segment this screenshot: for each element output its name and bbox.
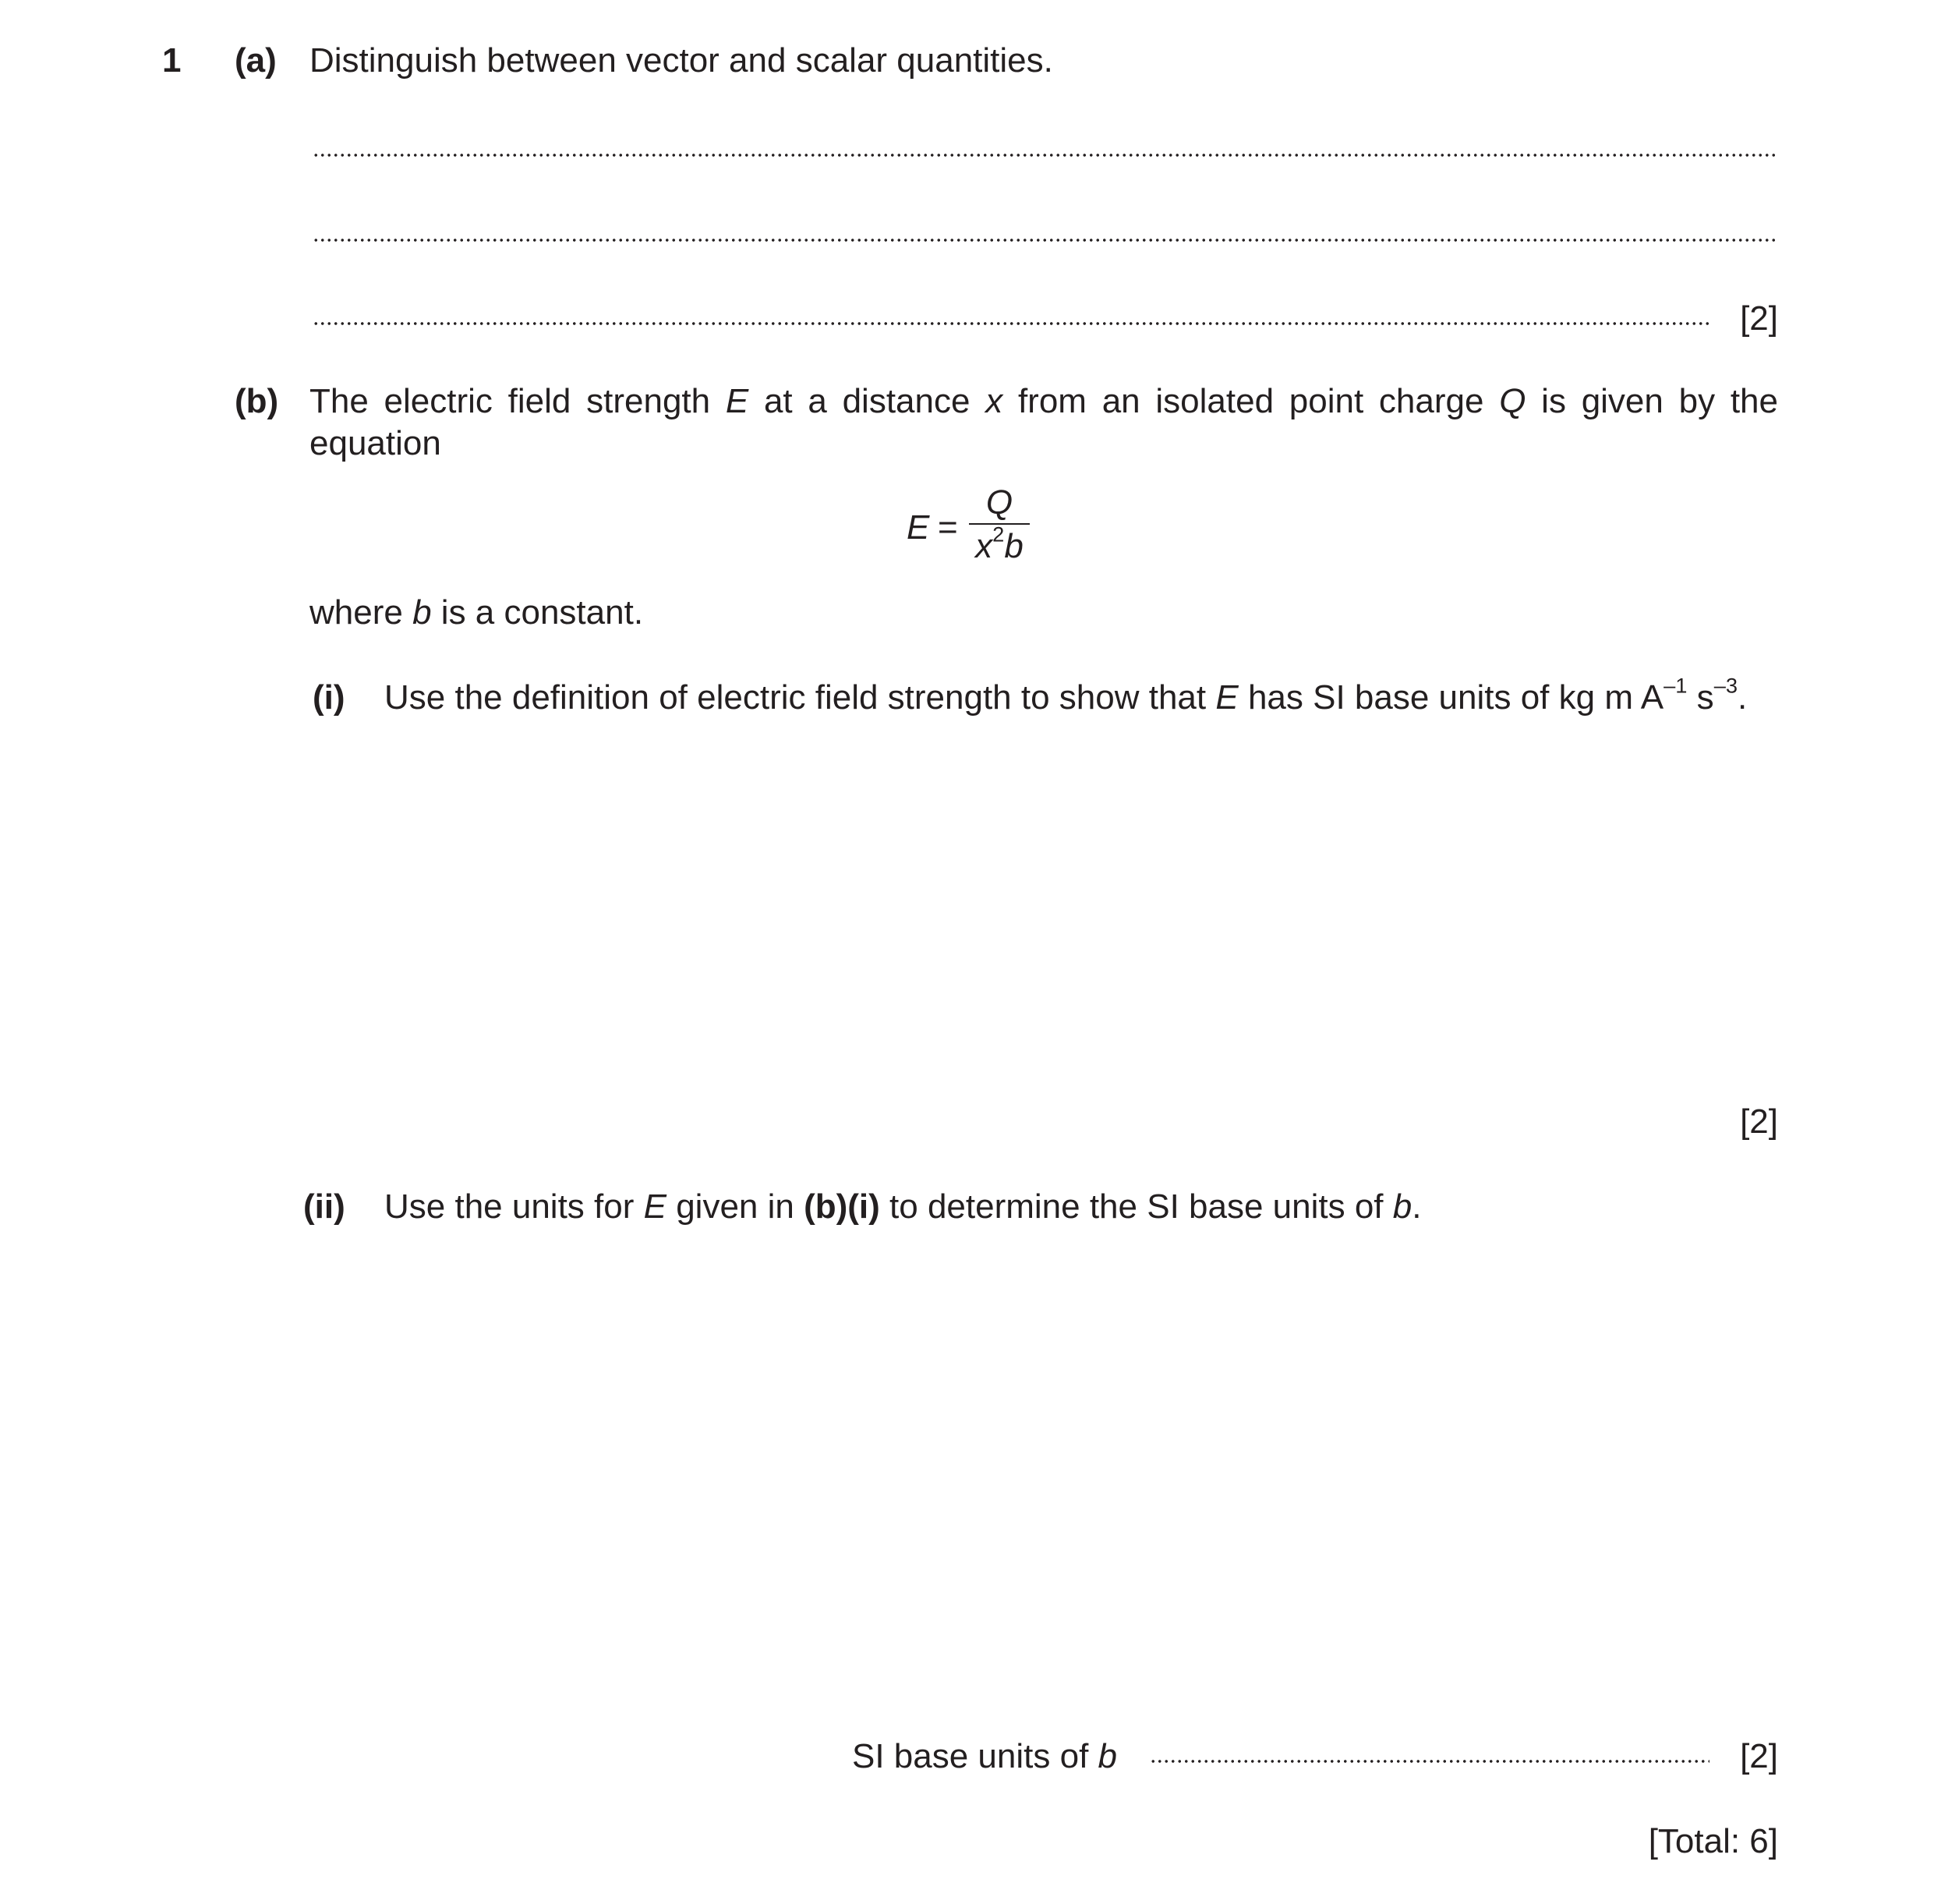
equation-denominator: $x^2b$ bbox=[975, 522, 1024, 566]
sub-i-label: (i) bbox=[313, 678, 345, 717]
equation-fraction bbox=[969, 484, 1030, 566]
equation-equals: = bbox=[938, 508, 958, 547]
equation-numerator: Q bbox=[985, 483, 1013, 522]
sub-ii-answer-label: SI base units of b bbox=[852, 1737, 1118, 1775]
total-marks: [Total: 6] bbox=[1648, 1822, 1778, 1860]
var-x: x bbox=[985, 382, 1003, 420]
sub-ii-label: (ii) bbox=[303, 1187, 345, 1226]
part-b-label: (b) bbox=[235, 382, 279, 420]
answer-line-a-1[interactable] bbox=[313, 154, 1778, 157]
part-b-intro: The electric field strength E at a distance x from an isolated point charge Q is given by the bbox=[309, 382, 1778, 420]
part-a-marks: [2] bbox=[1740, 299, 1778, 338]
answer-line-a-3[interactable] bbox=[313, 322, 1709, 325]
where-text: where b is a constant. bbox=[309, 593, 644, 632]
sub-i-marks: [2] bbox=[1740, 1102, 1778, 1141]
var-Q: Q bbox=[1499, 382, 1526, 420]
question-number: 1 bbox=[162, 41, 182, 80]
equation-lhs: E bbox=[907, 508, 930, 547]
part-a-prompt: Distinguish between vector and scalar quantities. bbox=[309, 41, 1053, 80]
part-a-label: (a) bbox=[235, 41, 277, 80]
working-area-i[interactable] bbox=[384, 749, 1778, 1084]
answer-line-a-2[interactable] bbox=[313, 239, 1778, 242]
sub-ii-text: Use the units for E given in (b)(i) to determine the SI base units of b. bbox=[384, 1187, 1422, 1226]
working-area-ii[interactable] bbox=[384, 1255, 1778, 1692]
part-b-intro-line2: equation bbox=[309, 424, 441, 462]
sub-ii-marks: [2] bbox=[1740, 1737, 1778, 1775]
sub-i-text: Use the definition of electric field strength to show that E has SI base units of kg m $A^{-1}$ $s^{-3}$. bbox=[384, 673, 1748, 717]
var-E: E bbox=[725, 382, 749, 420]
sub-ii-answer-line[interactable] bbox=[1150, 1760, 1709, 1763]
